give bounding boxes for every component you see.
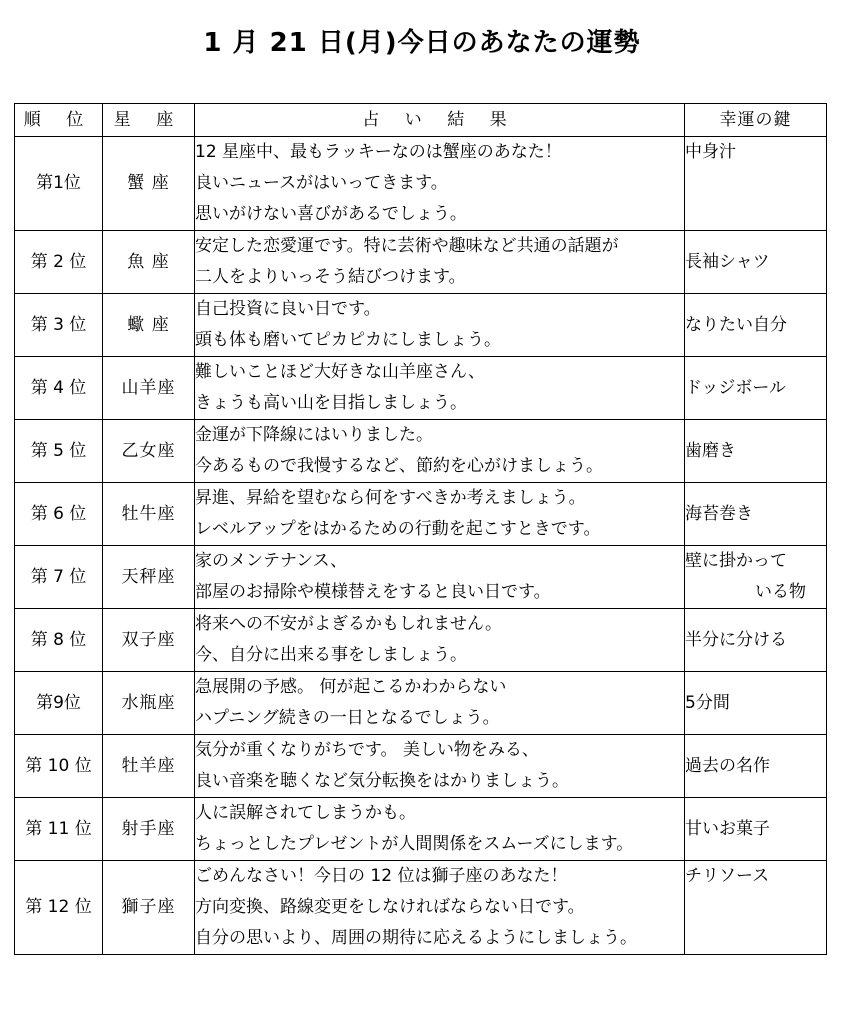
page-title: 1 月 21 日(月)今日のあなたの運勢 [203,28,641,58]
table-row [15,420,827,483]
sign-cell: 乙女座 [103,420,195,483]
result-cell [195,231,685,294]
sign-cell: 牡羊座 [103,735,195,798]
result-line: ちょっとしたプレゼントが人間関係をスムーズにします。 [195,834,634,854]
result-line: 良いニュースがはいってきます。 [195,173,448,193]
sign-cell: 天秤座 [103,546,195,609]
lucky-key-line: 壁に掛かって [685,551,787,571]
table-row [15,672,827,735]
lucky-key-cell [685,546,827,609]
result-cell [195,357,685,420]
result-line: 今、自分に出来る事をしましょう。 [195,645,467,665]
sign-cell: 魚 座 [103,231,195,294]
result-line: 昇進、昇給を望むなら何をすべきか考えましょう。 [195,488,586,508]
table-row [15,861,827,955]
result-line: 気分が重くなりがちです。 美しい物をみる、 [195,740,539,760]
result-line: 自分の思いより、周囲の期待に応えるようにしましょう。 [195,928,637,948]
table-row [15,294,827,357]
rank-cell: 第 11 位 [15,798,103,861]
header-sign: 星 座 [103,104,195,137]
result-line: 安定した恋愛運です。特に芸術や趣味など共通の話題が [195,236,619,256]
table-row [15,609,827,672]
result-cell [195,735,685,798]
rank-cell: 第1位 [15,137,103,231]
result-line: ハプニング続きの一日となるでしょう。 [195,708,500,728]
rank-cell: 第 8 位 [15,609,103,672]
result-line: 将来への不安がよぎるかもしれません。 [195,614,503,634]
result-cell [195,798,685,861]
sign-cell: 射手座 [103,798,195,861]
table-row [15,137,827,231]
sign-cell: 双子座 [103,609,195,672]
lucky-key-cell: 長袖シャツ [685,231,827,294]
lucky-key-cell: 5分間 [685,672,827,735]
result-line: 今あるもので我慢するなど、節約を心がけましょう。 [195,456,603,476]
result-line: 金運が下降線にはいりました。 [195,425,433,445]
rank-cell: 第 2 位 [15,231,103,294]
sign-cell: 蠍 座 [103,294,195,357]
lucky-key-cell: 海苔巻き [685,483,827,546]
fortune-table [14,103,827,955]
lucky-key-cell: 過去の名作 [685,735,827,798]
sign-cell: 牡牛座 [103,483,195,546]
rank-cell: 第 4 位 [15,357,103,420]
result-line: 急展開の予感。 何が起こるかわからない [195,677,507,697]
result-line: 二人をよりいっそう結びつけます。 [195,267,466,287]
lucky-key-cell: チリソース [685,861,827,955]
result-line: 12 星座中、最もラッキーなのは蟹座のあなた！ [195,142,562,162]
rank-cell: 第 6 位 [15,483,103,546]
rank-cell: 第 12 位 [15,861,103,955]
header-key: 幸運の鍵 [685,104,827,137]
lucky-key-cell: 歯磨き [685,420,827,483]
lucky-key-line: いる物 [755,582,806,602]
table-row [15,231,827,294]
sign-cell: 蟹 座 [103,137,195,231]
lucky-key-cell: 甘いお菓子 [685,798,827,861]
result-cell [195,294,685,357]
lucky-key-cell: ドッジボール [685,357,827,420]
result-line: 方向変換、路線変更をしなければならない日です。 [195,897,585,917]
result-cell [195,420,685,483]
lucky-key-cell: なりたい自分 [685,294,827,357]
rank-cell: 第 7 位 [15,546,103,609]
result-cell [195,861,685,955]
result-cell [195,137,685,231]
result-cell [195,672,685,735]
table-row [15,546,827,609]
result-line: 部屋のお掃除や模様替えをすると良い日です。 [195,582,551,602]
result-cell [195,483,685,546]
result-line: きょうも高い山を目指しましょう。 [195,393,467,413]
result-line: 思いがけない喜びがあるでしょう。 [195,204,467,224]
result-line: 頭も体も磨いてピカピカにしましょう。 [195,330,501,350]
table-row [15,357,827,420]
rank-cell: 第9位 [15,672,103,735]
rank-cell: 第 10 位 [15,735,103,798]
result-line: レベルアップをはかるための行動を起こすときです。 [195,519,601,539]
table-row [15,483,827,546]
sign-cell: 獅子座 [103,861,195,955]
result-line: ごめんなさい！今日の 12 位は獅子座のあなた！ [195,866,568,886]
result-line: 家のメンテナンス、 [195,551,348,571]
table-row [15,798,827,861]
table-row [15,735,827,798]
result-cell [195,609,685,672]
header-result: 占 い 結 果 [195,104,685,137]
result-line: 難しいことほど大好きな山羊座さん、 [195,362,486,382]
sign-cell: 山羊座 [103,357,195,420]
result-cell [195,546,685,609]
result-line: 良い音楽を聴くなど気分転換をはかりましょう。 [195,771,569,791]
header-row [15,104,827,137]
result-line: 自己投資に良い日です。 [195,299,381,319]
sign-cell: 水瓶座 [103,672,195,735]
result-line: 人に誤解されてしまうかも。 [195,803,416,823]
rank-cell: 第 5 位 [15,420,103,483]
lucky-key-cell: 中身汁 [685,137,827,231]
lucky-key-cell: 半分に分ける [685,609,827,672]
header-rank: 順 位 [15,104,103,137]
rank-cell: 第 3 位 [15,294,103,357]
